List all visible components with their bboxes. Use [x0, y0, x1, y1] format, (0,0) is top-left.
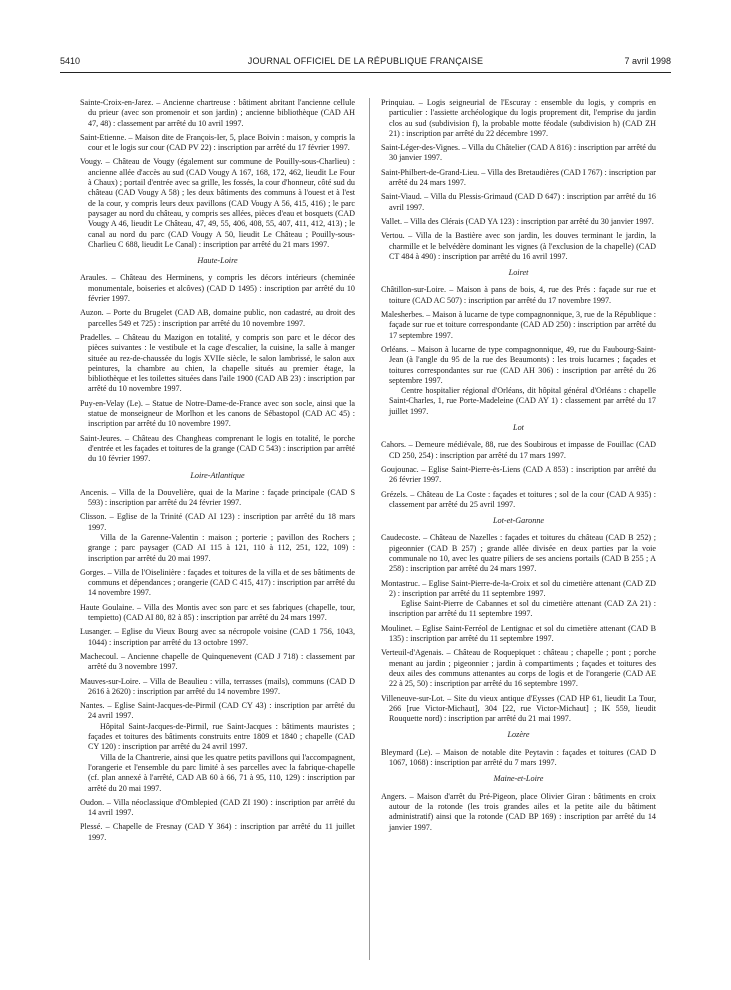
entry-text: Lusanger. – Eglise du Vieux Bourg avec sa nécropole voisine (CAD 1 756, 1043, 1044) : inscription par arrêté du 13 octobre 1997. — [80, 627, 355, 647]
monument-entry — [80, 273, 355, 304]
header-rule — [60, 72, 671, 73]
journal-title: JOURNAL OFFICIEL DE LA RÉPUBLIQUE FRANÇAISE — [247, 56, 484, 66]
entry-text: Verteuil-d'Agenais. – Château de Roquepiquet : château ; chapelle ; pont ; porche menant au jardin ; pigeonnier ; jardin à compartiments ; façades et toitures des deux ailes des communs attenantes au corps de logis et de l'orangerie (CAD AE 22 à 25, 50) : inscription par arrêté du 16 septembre 1997. — [381, 648, 656, 689]
entry-text: Mauves-sur-Loire. – Villa de Beaulieu : villa, terrasses (mails), communs (CAD D 2616 à 2620) : inscription par arrêté du 14 novembre 1997. — [80, 676, 355, 696]
entry-text: Malesherbes. – Maison à lucarne de type compagnonnique, 3, rue de la République : façade sur rue et toiture correspondante (CAD AD 250) : inscription par arrêté du 17 septembre 1997. — [381, 310, 656, 340]
section-heading: Maine-et-Loire — [493, 774, 544, 784]
monument-entry — [80, 677, 355, 698]
monument-entry — [381, 579, 656, 620]
entry-text: Goujounac. – Eglise Saint-Pierre-ès-Liens (CAD A 853) : inscription par arrêté du 26 février 1997. — [381, 464, 656, 485]
issue-date: 7 avril 1998 — [624, 56, 671, 66]
entry-text: Bleymard (Le). – Maison de notable dite Peytavin : façades et toitures (CAD D 1067, 1068) : inscription par arrêté du 7 mars 1997. — [381, 747, 656, 768]
monument-entry — [80, 568, 355, 599]
entry-text: Saint-Viaud. – Villa du Plessis-Grimaud (CAD D 647) : inscription par arrêté du 16 avril 1997. — [381, 192, 656, 212]
entry-text: Grézels. – Château de La Coste : façades et toitures ; sol de la cour (CAD A 935) : classement par arrêté du 25 avril 1997. — [381, 489, 656, 509]
section-heading: Lozère — [507, 730, 530, 740]
monument-entry — [381, 231, 656, 262]
monument-entry — [381, 143, 656, 164]
monument-entry — [381, 440, 656, 461]
monument-entry — [381, 792, 656, 833]
monument-entry — [381, 648, 656, 689]
left-column — [80, 98, 355, 847]
monument-entry — [80, 798, 355, 819]
monument-entry — [80, 157, 355, 250]
monument-entry — [80, 133, 355, 154]
section-heading: Lot — [513, 423, 524, 433]
monument-entry — [381, 748, 656, 769]
entry-text: Clisson. – Eglise de la Trinité (CAD AI 123) : inscription par arrêté du 18 mars 1997. — [80, 512, 355, 532]
entry-text: Villeneuve-sur-Lot. – Site du vieux antique d'Eysses (CAD HP 61, lieudit La Tour, 266 [rue Victor-Michaut], 304 [22, rue Victor-Michaut] ; IK 559, lieudit Rouquette nord) : inscription par arrêté du 21 mai 1997. — [381, 693, 656, 724]
monument-entry — [80, 652, 355, 673]
entry-subtext: Eglise Saint-Pierre de Cabannes et sol du cimetière attenant (CAD ZA 21) : inscription par arrêté du 11 septembre 1997. — [389, 599, 656, 619]
entry-text: Auzon. – Porte du Brugelet (CAD AB, domaine public, non cadastré, au droit des parcelles 549 et 725) : inscription par arrêté du 10 novembre 1997. — [80, 308, 355, 328]
entry-text: Vertou. – Villa de la Bastière avec son jardin, les douves terminant le jardin, la charmille et le belvédère dominant les vignes (à l'exclusion de la chapelle) (CAD CT 484 à 490) : inscription par arrêté du 16 avril 1997. — [381, 231, 656, 261]
section-heading: Loiret — [508, 268, 529, 278]
entry-text: Vougy. – Château de Vougy (également sur commune de Pouilly-sous-Charlieu) : ancienne allée d'accès au sud (CAD Vougy A 167, 168, 172, 462, lieudit Le Four à Chaux) ; portail d'entrée avec sa grille, les fossés, la cour d'honneur, côté sud du château (CAD Vougy A 58) ; les deux bâtiments des communs à l'ouest et à l'est de la cour, y compris leurs deux pavillons (CAD Vougy A 56, 415, 416) ; le parc paysager au nord du château, y compris ses allées, pièces d'eau et bosquets (CAD Vougy A 46, lieudit Le Château, 47, 49, 55, 406, 408, 55, 407, 411, 412, 413) ; le canal au nord du parc (CAD Vougy A 50, lieudit Le Château ; Pouilly-sous-Charlieu C 688, lieudit Le Canal) : inscription par arrêté du 21 mars 1997. — [80, 157, 355, 249]
monument-entry — [381, 285, 656, 306]
right-column — [381, 98, 656, 837]
monument-entry — [80, 488, 355, 509]
entry-text: Châtillon-sur-Loire. – Maison à pans de bois, 4, rue des Prés : façade sur rue et toiture (CAD AC 507) : inscription par arrêté du 17 novembre 1997. — [381, 285, 656, 305]
monument-entry — [381, 217, 656, 227]
entry-text: Caudecoste. – Château de Nazelles : façades et toitures du château (CAD B 252) ; pigeonnier (CAD B 257) ; grande allée divisée en deux parties par la voie communale no 10, avec les quatre piliers de ses anciens portails (CAD B 255 ; A 258) : inscription par arrêté du 24 mars 1997. — [381, 533, 656, 574]
entry-text: Sainte-Croix-en-Jarez. – Ancienne chartreuse : bâtiment abritant l'ancienne cellule du prieur (avec son promenoir et son jardin) ; ancienne bibliothèque (CAD AH 47, 48) : classement par arrêté du 10 avril 1997. — [80, 98, 355, 128]
entry-text: Orléans. – Maison à lucarne de type compagnonnique, 49, rue du Faubourg-Saint-Jean (à l'angle du 95 de la rue des Beaumonts) : les trois lucarnes ; façades et toitures correspondantes sur rue (CAD AH 306) : inscription par arrêté du 26 septembre 1997. — [381, 344, 656, 385]
entry-text: Pradelles. – Château du Mazigon en totalité, y compris son parc et le décor des pièces suivantes : le vestibule et la cage d'escalier, la cuisine, la salle à manger située au rez-de-chaussée du logis XVIIe siècle, le salon lambrissé, le salon aux peintures, la chambre au chien, la chapelle situés au premier étage, la bibliothèque et les toilettes situées dans l'aile 1900 (CAD AB 23) : inscription par arrêté du 10 novembre 1997. — [80, 332, 355, 394]
entry-text: Cahors. – Demeure médiévale, 88, rue des Soubirous et impasse de Fouillac (CAD CD 250, 254) : inscription par arrêté du 17 mars 1997. — [381, 440, 656, 460]
entry-text: Puy-en-Velay (Le). – Statue de Notre-Dame-de-France avec son socle, ainsi que la statue de monseigneur de Morlhon et les canons de Sébastopol (CAD AC 45) : inscription par arrêté du 10 novembre 1997. — [80, 398, 355, 429]
entry-text: Saint-Léger-des-Vignes. – Villa du Châtelier (CAD A 816) : inscription par arrêté du 30 janvier 1997. — [381, 143, 656, 163]
monument-entry — [80, 701, 355, 794]
entry-text: Gorges. – Villa de l'Oiselinière : façades et toitures de la villa et de ses bâtiments de communs et dépendances ; orangerie (CAD C 415, 417) : inscription par arrêté du 14 novembre 1997. — [80, 567, 355, 598]
entry-text: Saint-Jeures. – Château des Changheas comprenant le logis en totalité, le porche d'entrée et les façades et toitures de la grange (CAD C 543) : inscription par arrêté du 10 février 1997. — [80, 433, 356, 464]
entry-text: Moulinet. – Eglise Saint-Ferréol de Lentignac et sol du cimetière attenant (CAD B 135) : inscription par arrêté du 11 septembre 1997. — [381, 623, 656, 644]
monument-entry — [381, 533, 656, 574]
entry-text: Nantes. – Eglise Saint-Jacques-de-Pirmil (CAD CY 43) : inscription par arrêté du 24 avril 1997. — [80, 701, 355, 721]
monument-entry — [381, 310, 656, 341]
entry-text: Montastruc. – Eglise Saint-Pierre-de-la-Croix et sol du cimetière attenant (CAD ZD 2) : inscription par arrêté du 11 septembre 1997. — [381, 578, 656, 598]
entry-subtext: Hôpital Saint-Jacques-de-Pirmil, rue Saint-Jacques : bâtiments mauristes ; façades et toitures des bâtiments construits entre 1809 et 1840 ; chapelle (CAD CY 120) : inscription par arrêté du 24 avril 1997. — [88, 721, 355, 752]
monument-entry — [381, 490, 656, 511]
entry-text: Saint-Philbert-de-Grand-Lieu. – Villa des Bretaudières (CAD I 767) : inscription par arrêté du 24 mars 1997. — [381, 167, 656, 188]
monument-entry — [80, 399, 355, 430]
monument-entry — [80, 603, 355, 624]
monument-entry — [381, 192, 656, 213]
entry-text: Angers. – Maison d'arrêt du Pré-Pigeon, place Olivier Giran : bâtiments en croix autour de la rotonde (les trois grandes ailes et la petite aile du bâtiment administratif) ainsi que la rotonde (CAD BP 169) : inscription par arrêté du 14 janvier 1997. — [381, 791, 656, 832]
monument-entry — [381, 168, 656, 189]
monument-entry — [80, 822, 355, 843]
entry-text: Ancenis. – Villa de la Douvelière, quai de la Marine : façade principale (CAD S 593) : inscription par arrêté du 24 février 1997. — [80, 487, 355, 508]
entry-text: Plessé. – Chapelle de Fresnay (CAD Y 364) : inscription par arrêté du 11 juillet 1997. — [80, 822, 355, 842]
monument-entry — [381, 624, 656, 645]
monument-entry — [381, 465, 656, 486]
entry-subtext: Centre hospitalier régional d'Orléans, dit hôpital général d'Orléans : chapelle Saint-Charles, 1, rue Porte-Madeleine (CAD AY 1) : classement par arrêté du 17 juillet 1997. — [389, 386, 656, 416]
entry-text: Prinquiau. – Logis seigneurial de l'Escuray : ensemble du logis, y compris en particulier : l'assiette archéologique du logis proprement dit, l'emprise du jardin clos au sud (subdivision f), la probable motte féodale (subdivision h) (CAD ZH 21) : inscription par arrêté du 22 décembre 1997. — [381, 98, 656, 138]
page-header — [60, 54, 671, 70]
entry-text: Saint-Etienne. – Maison dite de François-Ier, 5, place Boivin : maison, y compris la cour et le logis sur cour (CAD PV 22) : inscription par arrêté du 17 février 1997. — [80, 132, 355, 153]
monument-entry — [381, 345, 656, 417]
entry-text: Oudon. – Villa néoclassique d'Omblepied (CAD ZI 190) : inscription par arrêté du 14 avril 1997. — [80, 797, 355, 818]
entry-text: Vallet. – Villa des Clérais (CAD YA 123) : inscription par arrêté du 30 janvier 1997. — [381, 216, 654, 226]
section-heading: Lot-et-Garonne — [492, 516, 545, 526]
entry-subtext: Villa de la Chantrerie, ainsi que les quatre petits pavillons qui l'accompagnent, l'orangerie et l'ensemble du parc limité à ses parcelles avec la fabrique-chapelle (cf. plan annexé à l'arrêté, CAD AB 60 à 66, 71 à 95, 110, 129) : inscription par arrêté du 20 mai 1997. — [88, 752, 355, 793]
entry-text: Araules. – Château des Herminens, y compris les décors intérieurs (cheminée monumentale, boiseries et alcôves) (CAD D 1495) : inscription par arrêté du 10 février 1997. — [80, 273, 355, 304]
monument-entry — [80, 333, 355, 395]
monument-entry — [381, 98, 656, 139]
monument-entry — [80, 512, 355, 563]
monument-entry — [80, 434, 355, 465]
entry-text: Machecoul. – Ancienne chapelle de Quinquenevent (CAD J 718) : classement par arrêté du 3 novembre 1997. — [80, 651, 355, 672]
monument-entry — [80, 627, 355, 648]
monument-entry — [80, 98, 355, 129]
section-heading: Haute-Loire — [197, 256, 238, 266]
entry-text: Haute Goulaine. – Villa des Montis avec son parc et ses fabriques (chapelle, tour, tempietto) (CAD AI 80, 82 à 85) : inscription par arrêté du 24 mars 1997. — [80, 602, 355, 623]
page-number: 5410 — [60, 56, 81, 66]
entry-subtext: Villa de la Garenne-Valentin : maison ; porterie ; pavillon des Rochers ; grange ; parc paysager (CAD AI 115 à 121, 110 à 112, 251, 122, 109) : inscription par arrêté du 20 mai 1997. — [88, 532, 355, 563]
section-heading: Loire-Atlantique — [190, 470, 245, 480]
monument-entry — [381, 694, 656, 725]
column-separator — [369, 98, 370, 960]
monument-entry — [80, 308, 355, 329]
